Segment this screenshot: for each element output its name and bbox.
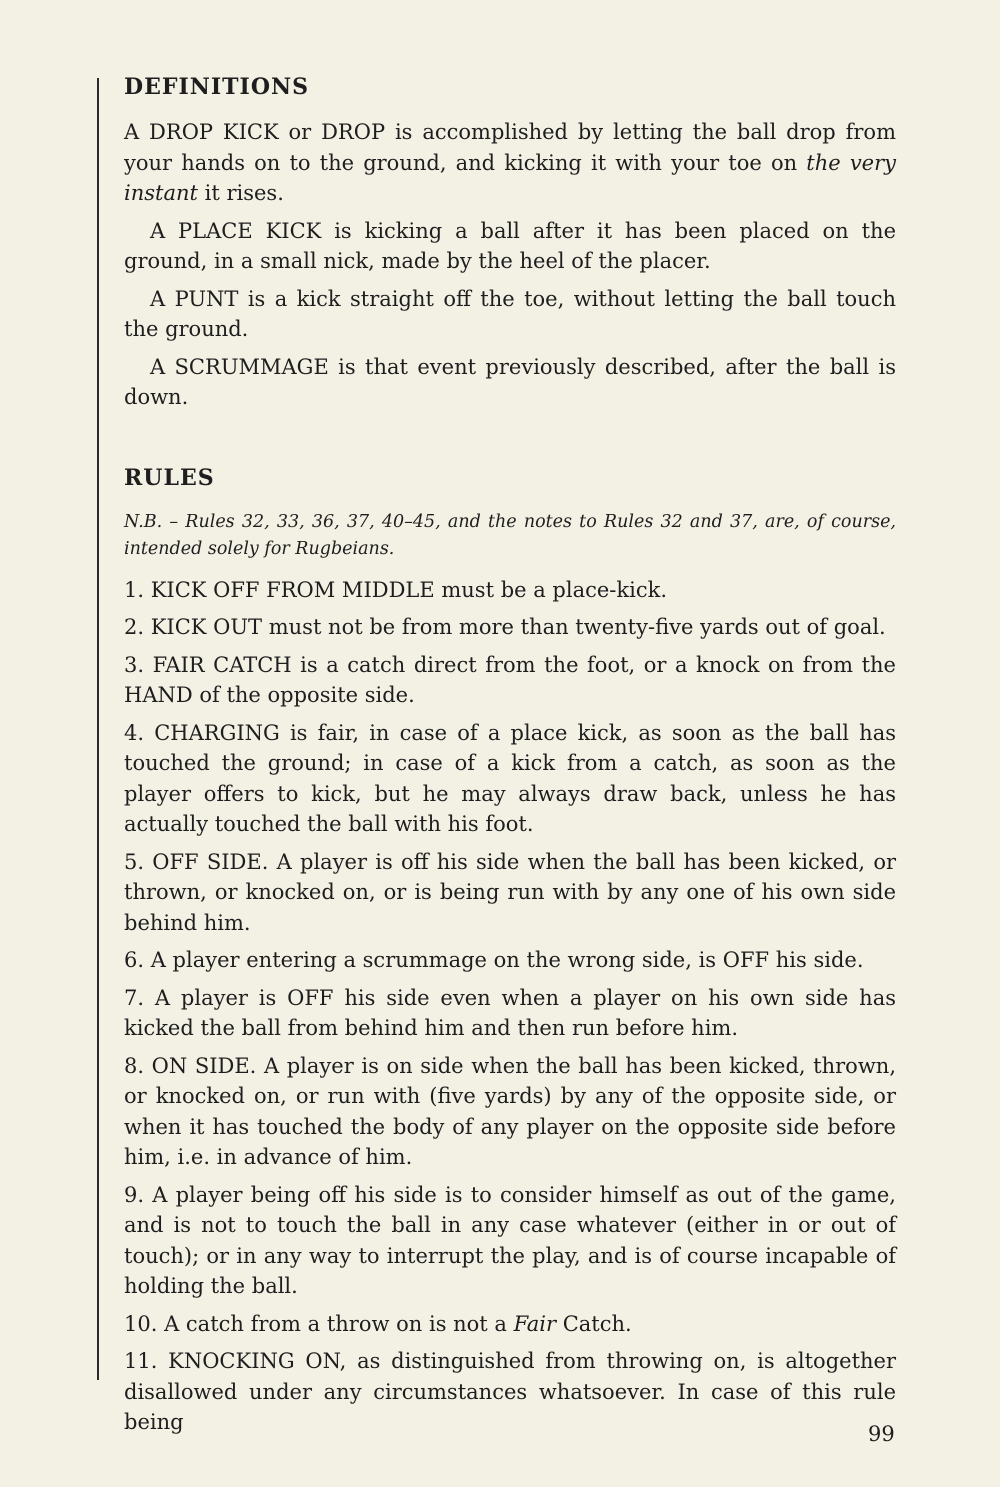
- rule-3: 3. FAIR CATCH is a catch direct from the foot, or a knock on from the HAND of the opposite side.: [124, 652, 896, 707]
- rule-6: 6. A player entering a scrummage on the wrong side, is OFF his side.: [124, 948, 864, 972]
- rule-2: 2. KICK OUT must not be from more than twenty-five yards out of goal.: [124, 615, 886, 639]
- margin-rule-line: [97, 78, 99, 1380]
- definition-scrummage: A SCRUMMAGE is that event previously described, after the ball is down.: [124, 354, 896, 409]
- definition-place-kick: A PLACE KICK is kicking a ball after it has been placed on the ground, in a small nick, made by the heel of the placer.: [124, 218, 896, 273]
- definitions-heading: DEFINITIONS: [124, 74, 309, 100]
- rule-1: 1. KICK OFF FROM MIDDLE must be a place-kick.: [124, 577, 667, 602]
- definition-drop-kick: A DROP KICK or DROP is accomplished by letting the ball drop from your hands on to the ground, and kicking it with your toe on the very instant it rises.: [124, 120, 897, 205]
- page-number: 99: [868, 1422, 895, 1446]
- rule-4: 4. CHARGING is fair, in case of a place kick, as soon as the ball has touched the ground; in case of a kick from a catch, as soon as the player offers to kick, but he may always draw back, unless he has actually touched the ball with his foot.: [124, 720, 896, 836]
- definition-punt: A PUNT is a kick straight off the toe, without letting the ball touch the ground.: [124, 286, 896, 341]
- rules-note: N.B. – Rules 32, 33, 36, 37, 40–45, and the notes to Rules 32 and 37, are, of course, intended solely for Rugbeians.: [124, 511, 896, 559]
- page-body: [124, 70, 896, 1438]
- rule-11: 11. KNOCKING ON, as distinguished from throwing on, is altogether disallowed under any circumstances whatsoever. In case of this rule being: [124, 1349, 896, 1434]
- rule-5: 5. OFF SIDE. A player is off his side when the ball has been kicked, or thrown, or knocked on, or is being run with by any one of his own side behind him.: [124, 849, 896, 935]
- rules-heading: RULES: [124, 464, 215, 491]
- rule-10: 10. A catch from a throw on is not a Fair Catch.: [124, 1311, 632, 1336]
- rule-7: 7. A player is OFF his side even when a player on his own side has kicked the ball from behind him and then run before him.: [124, 985, 896, 1040]
- rule-8: 8. ON SIDE. A player is on side when the ball has been kicked, thrown, or knocked on, or run with (five yards) by any of the opposite side, or when it has touched the body of any player on the opposite side before him, i.e. in advance of him.: [124, 1053, 896, 1169]
- rule-9: 9. A player being off his side is to consider himself as out of the game, and is not to touch the ball in any case whatever (either in or out of touch); or in any way to interrupt the play, and is of course incapable of holding the ball.: [124, 1182, 896, 1298]
